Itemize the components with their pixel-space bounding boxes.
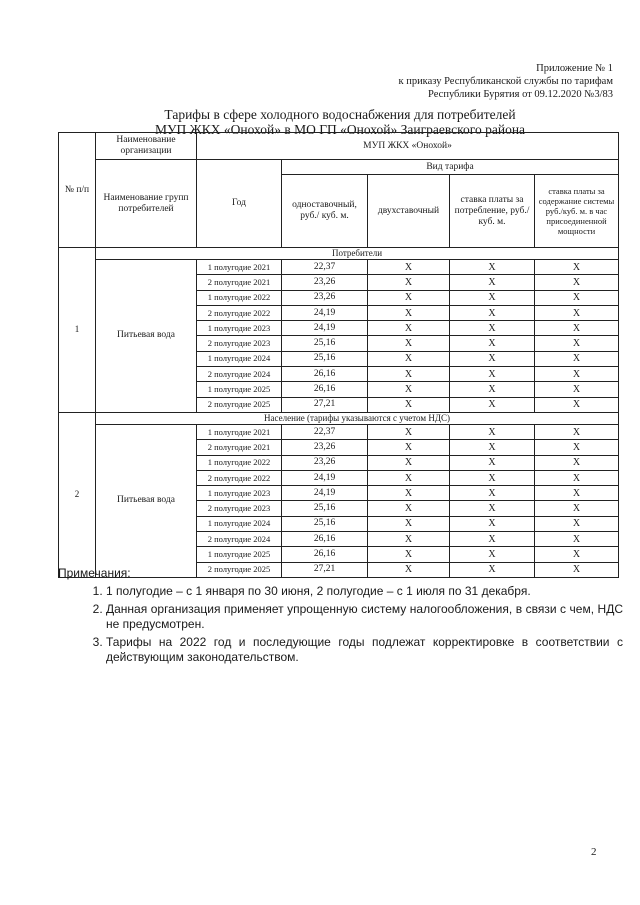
period-cell: 1 полугодие 2024: [197, 516, 282, 531]
consumption-rate-cell: Х: [450, 547, 535, 562]
period-cell: 2 полугодие 2021: [197, 440, 282, 455]
table-row: [59, 260, 619, 275]
appendix-line-2: к приказу Республиканской службы по тарифам: [398, 76, 613, 87]
consumer-group: Питьевая вода: [96, 260, 197, 413]
two-rate-cell: Х: [368, 382, 450, 397]
notes-list: [58, 584, 623, 665]
period-cell: 2 полугодие 2024: [197, 367, 282, 382]
two-rate-cell: Х: [368, 305, 450, 320]
period-cell: 2 полугодие 2023: [197, 501, 282, 516]
table-row: [59, 424, 619, 439]
maintenance-rate-cell: Х: [535, 382, 619, 397]
note-item: 1. 1 полугодие – с 1 января по 30 июня, 2 полугодие – с 1 июля по 31 декабря.: [106, 584, 623, 599]
two-rate-cell: Х: [368, 260, 450, 275]
consumption-rate-cell: Х: [450, 486, 535, 501]
consumption-rate-cell: Х: [450, 275, 535, 290]
section-subheader: Население (тарифы указываются с учетом НДС): [96, 412, 619, 424]
two-rate-cell: Х: [368, 321, 450, 336]
consumption-rate-cell: Х: [450, 532, 535, 547]
single-rate-cell: 23,26: [282, 290, 368, 305]
note-item: 2. Данная организация применяет упрощенную систему налогообложения, в связи с чем, НДС не предусмотрен.: [106, 602, 623, 632]
period-cell: 1 полугодие 2023: [197, 486, 282, 501]
two-rate-cell: Х: [368, 516, 450, 531]
organization-name: МУП ЖКХ «Онохой»: [197, 133, 619, 160]
single-rate-cell: 26,16: [282, 382, 368, 397]
col-header-two-rate: двухставочный: [368, 175, 450, 248]
maintenance-rate-cell: Х: [535, 275, 619, 290]
col-header-maintenance-rate: ставка платы за содержание системы руб./куб. м. в час присоединенной мощности: [535, 175, 619, 248]
period-cell: 1 полугодие 2022: [197, 290, 282, 305]
col-header-consumer-group: Наименование групп потребителей: [96, 160, 197, 248]
maintenance-rate-cell: Х: [535, 562, 619, 577]
two-rate-cell: Х: [368, 532, 450, 547]
maintenance-rate-cell: Х: [535, 367, 619, 382]
period-cell: 1 полугодие 2024: [197, 351, 282, 366]
appendix-line-1: Приложение № 1: [536, 63, 613, 74]
col-header-tariff-kind: Вид тарифа: [282, 160, 619, 175]
consumption-rate-cell: Х: [450, 470, 535, 485]
period-cell: 1 полугодие 2023: [197, 321, 282, 336]
single-rate-cell: 25,16: [282, 501, 368, 516]
single-rate-cell: 24,19: [282, 305, 368, 320]
two-rate-cell: Х: [368, 547, 450, 562]
maintenance-rate-cell: Х: [535, 532, 619, 547]
single-rate-cell: 26,16: [282, 547, 368, 562]
maintenance-rate-cell: Х: [535, 397, 619, 412]
col-header-organization: Наименование организации: [96, 133, 197, 160]
two-rate-cell: Х: [368, 440, 450, 455]
maintenance-rate-cell: Х: [535, 470, 619, 485]
two-rate-cell: Х: [368, 367, 450, 382]
period-cell: 2 полугодие 2022: [197, 470, 282, 485]
section-number: 1: [59, 248, 96, 413]
title-line-1: Тарифы в сфере холодного водоснабжения для потребителей: [164, 107, 516, 122]
consumer-group: Питьевая вода: [96, 424, 197, 577]
consumption-rate-cell: Х: [450, 397, 535, 412]
consumption-rate-cell: Х: [450, 305, 535, 320]
two-rate-cell: Х: [368, 336, 450, 351]
single-rate-cell: 22,37: [282, 260, 368, 275]
maintenance-rate-cell: Х: [535, 424, 619, 439]
two-rate-cell: Х: [368, 486, 450, 501]
period-cell: 1 полугодие 2021: [197, 260, 282, 275]
single-rate-cell: 24,19: [282, 321, 368, 336]
maintenance-rate-cell: Х: [535, 321, 619, 336]
note-item: 3. Тарифы на 2022 год и последующие годы подлежат корректировке в соответствии с действующим законодательством.: [106, 635, 623, 665]
section-number: 2: [59, 412, 96, 577]
single-rate-cell: 26,16: [282, 367, 368, 382]
consumption-rate-cell: Х: [450, 290, 535, 305]
single-rate-cell: 23,26: [282, 455, 368, 470]
consumption-rate-cell: Х: [450, 321, 535, 336]
period-cell: 2 полугодие 2021: [197, 275, 282, 290]
maintenance-rate-cell: Х: [535, 290, 619, 305]
section-subheader: Потребители: [96, 248, 619, 260]
two-rate-cell: Х: [368, 501, 450, 516]
period-cell: 2 полугодие 2025: [197, 397, 282, 412]
consumption-rate-cell: Х: [450, 562, 535, 577]
col-header-year: Год: [197, 160, 282, 248]
two-rate-cell: Х: [368, 275, 450, 290]
notes: [58, 566, 623, 668]
single-rate-cell: 26,16: [282, 532, 368, 547]
page-number: 2: [591, 846, 597, 858]
period-cell: 1 полугодие 2025: [197, 382, 282, 397]
single-rate-cell: 25,16: [282, 336, 368, 351]
consumption-rate-cell: Х: [450, 455, 535, 470]
title-line-2: МУП ЖКХ «Онохой» в МО ГП «Онохой» Заиграевского района: [154, 122, 526, 137]
two-rate-cell: Х: [368, 397, 450, 412]
period-cell: 2 полугодие 2025: [197, 562, 282, 577]
two-rate-cell: Х: [368, 455, 450, 470]
maintenance-rate-cell: Х: [535, 486, 619, 501]
consumption-rate-cell: Х: [450, 351, 535, 366]
maintenance-rate-cell: Х: [535, 260, 619, 275]
period-cell: 2 полугодие 2023: [197, 336, 282, 351]
period-cell: 1 полугодие 2021: [197, 424, 282, 439]
consumption-rate-cell: Х: [450, 516, 535, 531]
col-header-number: № п/п: [59, 133, 96, 248]
two-rate-cell: Х: [368, 424, 450, 439]
period-cell: 2 полугодие 2024: [197, 532, 282, 547]
single-rate-cell: 23,26: [282, 275, 368, 290]
two-rate-cell: Х: [368, 470, 450, 485]
consumption-rate-cell: Х: [450, 336, 535, 351]
col-header-single-rate: одноставочный, руб./ куб. м.: [282, 175, 368, 248]
consumption-rate-cell: Х: [450, 501, 535, 516]
consumption-rate-cell: Х: [450, 260, 535, 275]
single-rate-cell: 23,26: [282, 440, 368, 455]
notes-heading: Примечания:: [58, 566, 131, 580]
single-rate-cell: 24,19: [282, 470, 368, 485]
maintenance-rate-cell: Х: [535, 501, 619, 516]
tariff-table: [58, 132, 619, 578]
single-rate-cell: 24,19: [282, 486, 368, 501]
single-rate-cell: 27,21: [282, 397, 368, 412]
period-cell: 1 полугодие 2022: [197, 455, 282, 470]
consumption-rate-cell: Х: [450, 382, 535, 397]
two-rate-cell: Х: [368, 351, 450, 366]
single-rate-cell: 27,21: [282, 562, 368, 577]
col-header-consumption-rate: ставка платы за потребление, руб./ куб. м.: [450, 175, 535, 248]
consumption-rate-cell: Х: [450, 424, 535, 439]
two-rate-cell: Х: [368, 290, 450, 305]
maintenance-rate-cell: Х: [535, 336, 619, 351]
two-rate-cell: Х: [368, 562, 450, 577]
maintenance-rate-cell: Х: [535, 351, 619, 366]
consumption-rate-cell: Х: [450, 367, 535, 382]
single-rate-cell: 22,37: [282, 424, 368, 439]
maintenance-rate-cell: Х: [535, 455, 619, 470]
maintenance-rate-cell: Х: [535, 440, 619, 455]
period-cell: 1 полугодие 2025: [197, 547, 282, 562]
appendix-reference: [253, 62, 613, 101]
period-cell: 2 полугодие 2022: [197, 305, 282, 320]
maintenance-rate-cell: Х: [535, 516, 619, 531]
single-rate-cell: 25,16: [282, 516, 368, 531]
single-rate-cell: 25,16: [282, 351, 368, 366]
maintenance-rate-cell: Х: [535, 547, 619, 562]
consumption-rate-cell: Х: [450, 440, 535, 455]
appendix-line-3: Республики Бурятия от 09.12.2020 №3/83: [428, 89, 613, 100]
maintenance-rate-cell: Х: [535, 305, 619, 320]
